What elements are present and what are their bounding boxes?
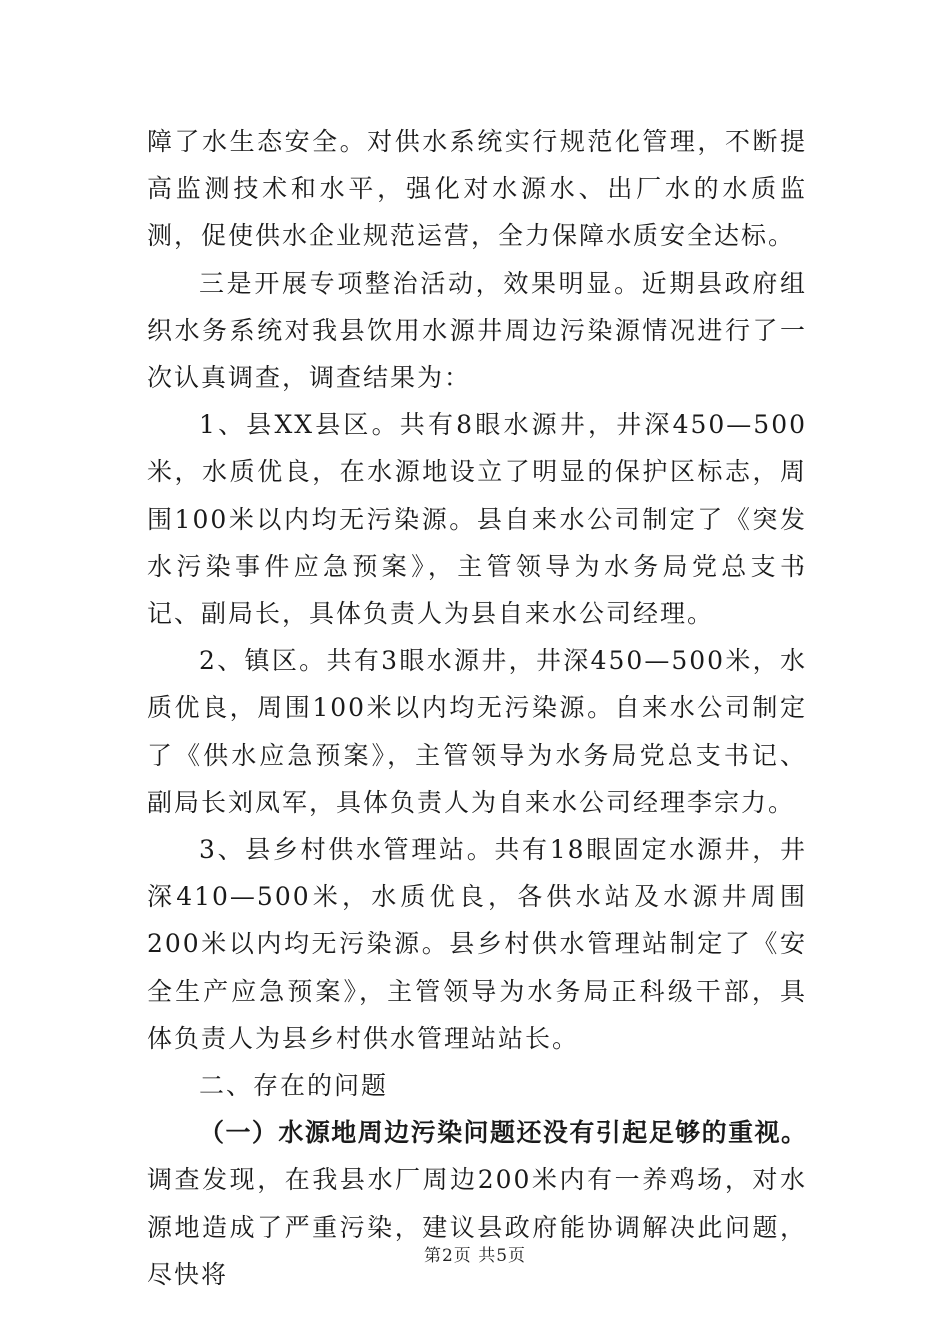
page-number-footer: 第2页 共5页 — [423, 1246, 527, 1266]
paragraph-item-1: 1、县XX县区。共有8眼水源井，井深450—500米，水质优良，在水源地设立了明显的保护区标志，周围100米以内均无污染源。县自来水公司制定了《突发水污染事件应急预案》，主管领导为水务局党总支书记、副局长，具体负责人为县自来水公司经理。 — [147, 410, 807, 629]
paragraph-item-2: 2、镇区。共有3眼水源井，井深450—500米，水质优良，周围100米以内均无污染源。自来水公司制定了《供水应急预案》，主管领导为水务局党总支书记、副局长刘凤军，具体负责人为自来水公司经理李宗力。 — [147, 646, 807, 817]
section-heading: 二、存在的问题 — [199, 1071, 389, 1101]
document-body — [147, 118, 807, 1298]
subsection-heading: （一）水源地周边污染问题还没有引起足够的重视。 — [199, 1118, 807, 1148]
paragraph-special-rectification: 三是开展专项整治活动，效果明显。近期县政府组织水务系统对我县饮用水源井周边污染源情况进行了一次认真调查，调查结果为： — [147, 268, 807, 393]
subsection-paragraph — [147, 1109, 807, 1298]
subsection-body: 调查发现，在我县水厂周边200米内有一养鸡场，对水源地造成了严重污染，建议县政府能协调解决此问题，尽快将 — [147, 1165, 807, 1289]
paragraph-continuation: 障了水生态安全。对供水系统实行规范化管理，不断提高监测技术和水平，强化对水源水、出厂水的水质监测，促使供水企业规范运营，全力保障水质安全达标。 — [147, 127, 807, 251]
paragraph-item-3: 3、县乡村供水管理站。共有18眼固定水源井，井深410—500米，水质优良，各供水站及水源井周围200米以内均无污染源。县乡村供水管理站制定了《安全生产应急预案》，主管领导为水务局正科级干部，具体负责人为县乡村供水管理站站长。 — [147, 835, 807, 1053]
